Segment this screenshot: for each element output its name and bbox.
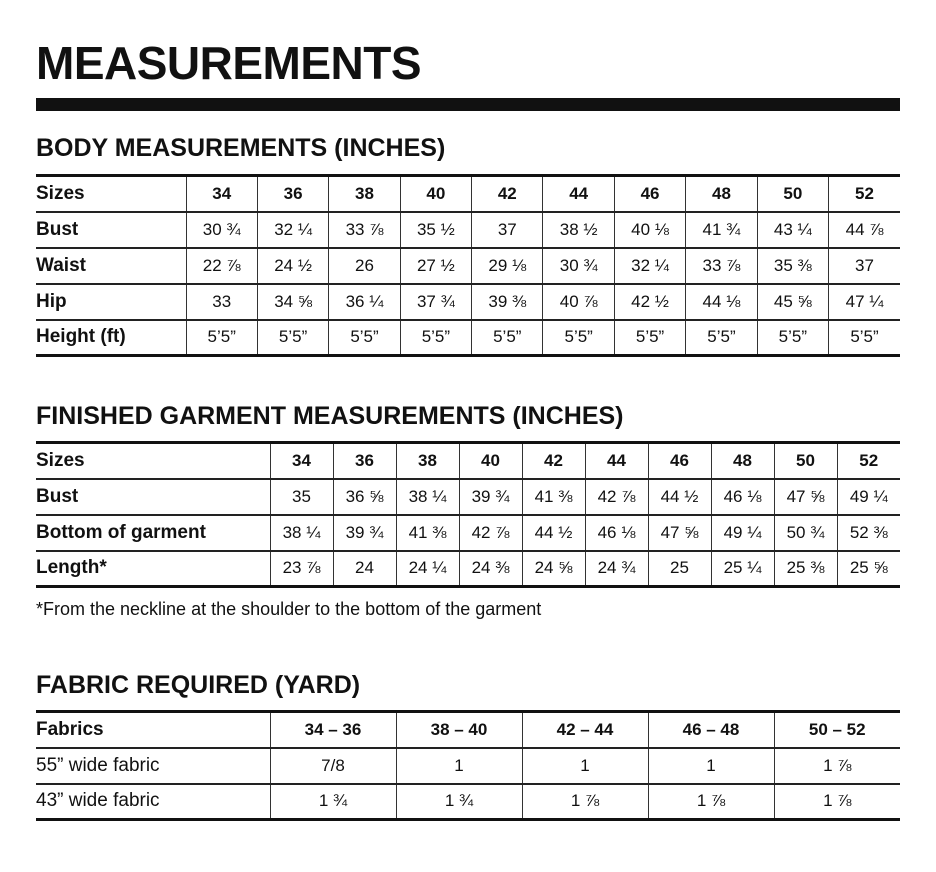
table-cell: 29 ⅛ xyxy=(472,248,543,284)
table-cell: 36 ¼ xyxy=(329,284,400,320)
table-cell: 24 ⅜ xyxy=(459,551,522,587)
table-cell: Hip xyxy=(36,284,186,320)
table-cell: Bust xyxy=(36,212,186,248)
table-cell: 41 ⅜ xyxy=(522,479,585,515)
table-cell: 1 ⅞ xyxy=(522,784,648,820)
table-cell: 1 ⅞ xyxy=(774,748,900,784)
table-cell: 33 ⅞ xyxy=(329,212,400,248)
table-cell: 24 ½ xyxy=(257,248,328,284)
table-cell: 32 ¼ xyxy=(614,248,685,284)
table-cell: 32 ¼ xyxy=(257,212,328,248)
table-cell: 39 ⅜ xyxy=(472,284,543,320)
table-cell: 5’5” xyxy=(686,320,757,356)
table-row xyxy=(36,784,900,820)
fabric-required-table xyxy=(36,710,900,821)
table-cell: 38 ¼ xyxy=(270,515,333,551)
table-cell: 43 ¼ xyxy=(757,212,828,248)
table-cell: 25 xyxy=(648,551,711,587)
table-cell: 38 xyxy=(396,443,459,479)
table-row xyxy=(36,515,900,551)
table-cell: 37 xyxy=(829,248,900,284)
table-cell: 44 xyxy=(585,443,648,479)
garment-footnote: *From the neckline at the shoulder to the bottom of the garment xyxy=(36,599,542,619)
body-measurements-table xyxy=(36,174,900,357)
table-cell: 46 – 48 xyxy=(648,712,774,748)
table-cell: 5’5” xyxy=(472,320,543,356)
table-cell: 40 xyxy=(459,443,522,479)
title-divider-bar xyxy=(36,98,900,111)
table-cell: 52 ⅜ xyxy=(837,515,900,551)
table-cell: 34 xyxy=(270,443,333,479)
table-cell: 24 ¼ xyxy=(396,551,459,587)
table-cell: 30 ¾ xyxy=(543,248,614,284)
page-title: MEASUREMENTS xyxy=(36,37,422,89)
table-header-row xyxy=(36,443,900,479)
table-row xyxy=(36,320,900,356)
table-cell: 30 ¾ xyxy=(186,212,257,248)
table-row xyxy=(36,212,900,248)
table-cell: 50 ¾ xyxy=(774,515,837,551)
table-cell: 40 ⅛ xyxy=(614,212,685,248)
table-cell: 42 ⅞ xyxy=(459,515,522,551)
table-cell: 1 ⅞ xyxy=(774,784,900,820)
table-cell: 36 ⅝ xyxy=(333,479,396,515)
table-cell: 5’5” xyxy=(614,320,685,356)
table-cell: 43” wide fabric xyxy=(36,784,270,820)
table-cell: 22 ⅞ xyxy=(186,248,257,284)
table-cell: 48 xyxy=(711,443,774,479)
table-cell: Bust xyxy=(36,479,270,515)
table-cell: 47 ⅝ xyxy=(648,515,711,551)
table-cell: 38 – 40 xyxy=(396,712,522,748)
table-header-row xyxy=(36,176,900,212)
table-cell: Height (ft) xyxy=(36,320,186,356)
table-cell: 55” wide fabric xyxy=(36,748,270,784)
table-cell: 5’5” xyxy=(757,320,828,356)
table-cell: Length* xyxy=(36,551,270,587)
table-cell: 34 – 36 xyxy=(270,712,396,748)
table-cell: Bottom of garment xyxy=(36,515,270,551)
table-cell: 27 ½ xyxy=(400,248,471,284)
table-cell: 25 ⅝ xyxy=(837,551,900,587)
table-cell: 34 ⅝ xyxy=(257,284,328,320)
table-cell: 7/8 xyxy=(270,748,396,784)
table-cell: 35 ⅜ xyxy=(757,248,828,284)
table-cell: 25 ¼ xyxy=(711,551,774,587)
table-cell: 39 ¾ xyxy=(459,479,522,515)
table-cell: 24 ¾ xyxy=(585,551,648,587)
table-header-row xyxy=(36,712,900,748)
table-cell: 37 ¾ xyxy=(400,284,471,320)
table-cell: 38 ¼ xyxy=(396,479,459,515)
table-cell: Waist xyxy=(36,248,186,284)
table-cell: 24 xyxy=(333,551,396,587)
table-cell: 35 xyxy=(270,479,333,515)
table-cell: Sizes xyxy=(36,176,186,212)
table-cell: 41 ¾ xyxy=(686,212,757,248)
table-cell: 39 ¾ xyxy=(333,515,396,551)
table-cell: 52 xyxy=(837,443,900,479)
table-cell: 38 xyxy=(329,176,400,212)
table-cell: 23 ⅞ xyxy=(270,551,333,587)
table-cell: 42 – 44 xyxy=(522,712,648,748)
table-cell: 37 xyxy=(472,212,543,248)
table-cell: 52 xyxy=(829,176,900,212)
table-cell: 42 xyxy=(472,176,543,212)
table-cell: 50 – 52 xyxy=(774,712,900,748)
table-cell: 46 xyxy=(648,443,711,479)
table-cell: 5’5” xyxy=(829,320,900,356)
table-cell: 49 ¼ xyxy=(837,479,900,515)
table-cell: 26 xyxy=(329,248,400,284)
table-cell: 33 xyxy=(186,284,257,320)
garment-measurements-heading: FINISHED GARMENT MEASUREMENTS (INCHES) xyxy=(36,402,624,430)
table-cell: 36 xyxy=(333,443,396,479)
body-measurements-heading: BODY MEASUREMENTS (INCHES) xyxy=(36,134,446,162)
table-cell: 47 ⅝ xyxy=(774,479,837,515)
table-cell: 1 xyxy=(396,748,522,784)
fabric-required-heading: FABRIC REQUIRED (YARD) xyxy=(36,671,361,699)
table-cell: 25 ⅜ xyxy=(774,551,837,587)
table-cell: Fabrics xyxy=(36,712,270,748)
table-row xyxy=(36,248,900,284)
table-cell: 35 ½ xyxy=(400,212,471,248)
table-cell: 1 ⅞ xyxy=(648,784,774,820)
table-cell: 1 xyxy=(522,748,648,784)
table-row xyxy=(36,748,900,784)
table-cell: 5’5” xyxy=(543,320,614,356)
table-cell: 40 xyxy=(400,176,471,212)
garment-measurements-table xyxy=(36,441,900,588)
table-cell: 44 ½ xyxy=(522,515,585,551)
table-row xyxy=(36,479,900,515)
table-cell: 42 ½ xyxy=(614,284,685,320)
table-cell: 41 ⅜ xyxy=(396,515,459,551)
table-cell: 5’5” xyxy=(400,320,471,356)
table-cell: 1 xyxy=(648,748,774,784)
table-cell: 36 xyxy=(257,176,328,212)
table-row xyxy=(36,284,900,320)
table-cell: Sizes xyxy=(36,443,270,479)
table-row xyxy=(36,551,900,587)
table-cell: 48 xyxy=(686,176,757,212)
table-cell: 42 ⅞ xyxy=(585,479,648,515)
table-cell: 46 xyxy=(614,176,685,212)
table-cell: 5’5” xyxy=(186,320,257,356)
table-cell: 47 ¼ xyxy=(829,284,900,320)
table-cell: 40 ⅞ xyxy=(543,284,614,320)
table-cell: 1 ¾ xyxy=(396,784,522,820)
table-cell: 44 xyxy=(543,176,614,212)
table-cell: 34 xyxy=(186,176,257,212)
table-cell: 42 xyxy=(522,443,585,479)
table-cell: 49 ¼ xyxy=(711,515,774,551)
table-cell: 38 ½ xyxy=(543,212,614,248)
table-cell: 5’5” xyxy=(257,320,328,356)
table-cell: 5’5” xyxy=(329,320,400,356)
table-cell: 46 ⅛ xyxy=(711,479,774,515)
table-cell: 46 ⅛ xyxy=(585,515,648,551)
table-cell: 50 xyxy=(757,176,828,212)
table-cell: 33 ⅞ xyxy=(686,248,757,284)
table-cell: 24 ⅝ xyxy=(522,551,585,587)
table-cell: 44 ⅛ xyxy=(686,284,757,320)
table-cell: 44 ½ xyxy=(648,479,711,515)
table-cell: 1 ¾ xyxy=(270,784,396,820)
table-cell: 45 ⅝ xyxy=(757,284,828,320)
table-cell: 44 ⅞ xyxy=(829,212,900,248)
table-cell: 50 xyxy=(774,443,837,479)
